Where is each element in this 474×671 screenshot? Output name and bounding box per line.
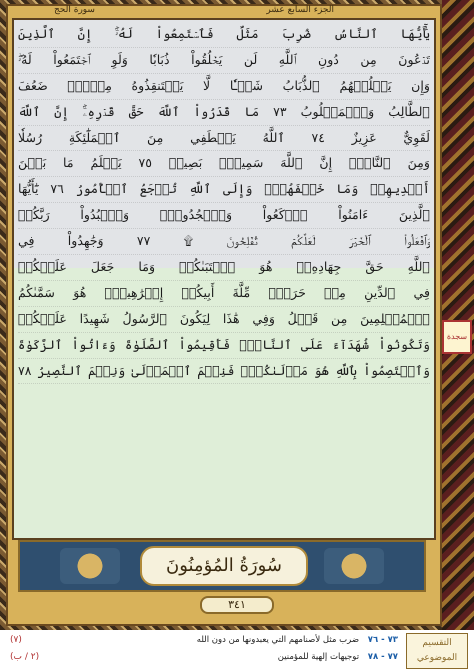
page-number: ٣٤١ [200, 596, 274, 614]
sajda-marker: سجدة [442, 320, 472, 354]
topic-footer [0, 630, 474, 671]
verse-line: يَٰٓأَيُّهَا ٱلنَّاسُ ضُرِبَ مَثَلٌ فَٱسۡتَمِعُواْ لَهُۥٓۚ إِنَّ ٱلَّذِينَ [18, 22, 430, 48]
topic-reference: (٧) [10, 635, 22, 645]
verse-line: ٱلَّذِينَ ءَامَنُواْ ٱرۡكَعُواْ وَٱسۡجُدُواْۤ وَٱعۡبُدُواْ رَبَّكُمۡ [18, 203, 430, 229]
verse-lines [18, 22, 430, 384]
topic-range: ٧٧ - ٧٨ [367, 652, 398, 662]
verse-line: تَدۡعُونَ مِن دُونِ ٱللَّهِ لَن يَخۡلُقُواْ ذُبَابٗا وَلَوِ ٱجۡتَمَعُواْ لَهُۥۖ [18, 48, 430, 74]
topic-row [98, 652, 398, 668]
verse-line: وَٱفۡعَلُواْ ٱلۡخَيۡرَ لَعَلَّكُمۡ تُفۡلِحُونَ ۩ ٧٧ وَجَٰهِدُواْ فِي [18, 229, 430, 255]
topic-text: ضرب مثل لأصنامهم التي يعبدونها من دون الله [196, 635, 360, 645]
ornament-medallion-icon [60, 548, 120, 584]
juz-label: الجزء السابع عشر [266, 5, 334, 15]
topic-reference: (٢ / ب) [10, 652, 40, 662]
verse-line: وَتَكُونُواْ شُهَدَآءَ عَلَى ٱلنَّاسِۚ فَأَقِيمُواْ ٱلصَّلَوٰةَ وَءَاتُواْ ٱلزَّكَوٰةَ [18, 333, 430, 359]
surah-title: سُورَةُ المُؤمِنُونَ [140, 546, 308, 586]
verse-line: ٱلۡمُسۡلِمِينَ مِن قَبۡلُ وَفِي هَٰذَا لِيَكُونَ ٱلرَّسُولُ شَهِيدًا عَلَيۡكُمۡ [18, 307, 430, 333]
ornament-medallion-icon [324, 548, 384, 584]
page-header [14, 5, 434, 18]
verse-line: وَمِنَ ٱلنَّاسِۚ إِنَّ ٱللَّهَ سَمِيعُۢ بَصِيرٞ ٧٥ يَعۡلَمُ مَا بَيۡنَ [18, 151, 430, 177]
verse-line: أَيۡدِيهِمۡ وَمَا خَلۡفَهُمۡۚ وَإِلَى ٱللَّهِ تُرۡجَعُ ٱلۡأُمُورُ ٧٦ يَٰٓأَيُّهَا [18, 177, 430, 203]
topic-text: توجيهات إلهية للمؤمنين [277, 652, 360, 662]
ornate-side-border [442, 0, 474, 630]
surah-title-banner [18, 540, 426, 592]
verse-line: وَإِن يَسۡلُبۡهُمُ ٱلذُّبَابُ شَيۡـٔٗا لَّا يَسۡتَنقِذُوهُ مِنۡهُۚ ضَعُفَ [18, 74, 430, 100]
topic-logo: التقسيم الموضوعي [406, 633, 468, 669]
topic-range: ٧٣ - ٧٦ [367, 635, 398, 645]
surah-header-label: سورة الحج [54, 5, 95, 15]
verse-line: فِي ٱلدِّينِ مِنۡ حَرَجٖۚ مِّلَّةَ أَبِيكُمۡ إِبۡرَٰهِيمَۚ هُوَ سَمَّىٰكُمُ [18, 281, 430, 307]
verse-line: ٱللَّهِ حَقَّ جِهَادِهِۦۚ هُوَ ٱجۡتَبَىٰكُمۡ وَمَا جَعَلَ عَلَيۡكُمۡ [18, 255, 430, 281]
verse-line: لَقَوِيٌّ عَزِيزٌ ٧٤ ٱللَّهُ يَصۡطَفِي مِنَ ٱلۡمَلَٰٓئِكَةِ رُسُلٗا [18, 126, 430, 152]
verse-line: ٱلطَّالِبُ وَٱلۡمَطۡلُوبُ ٧٣ مَا قَدَرُواْ ٱللَّهَ حَقَّ قَدۡرِهِۦٓۚ إِنَّ ٱللَّهَ [18, 100, 430, 126]
topic-row [98, 635, 398, 651]
verse-line: وَٱعۡتَصِمُواْ بِٱللَّهِ هُوَ مَوۡلَىٰكُمۡۖ فَنِعۡمَ ٱلۡمَوۡلَىٰ وَنِعۡمَ ٱلنَّصِيرُ ٧٨ [18, 359, 430, 385]
